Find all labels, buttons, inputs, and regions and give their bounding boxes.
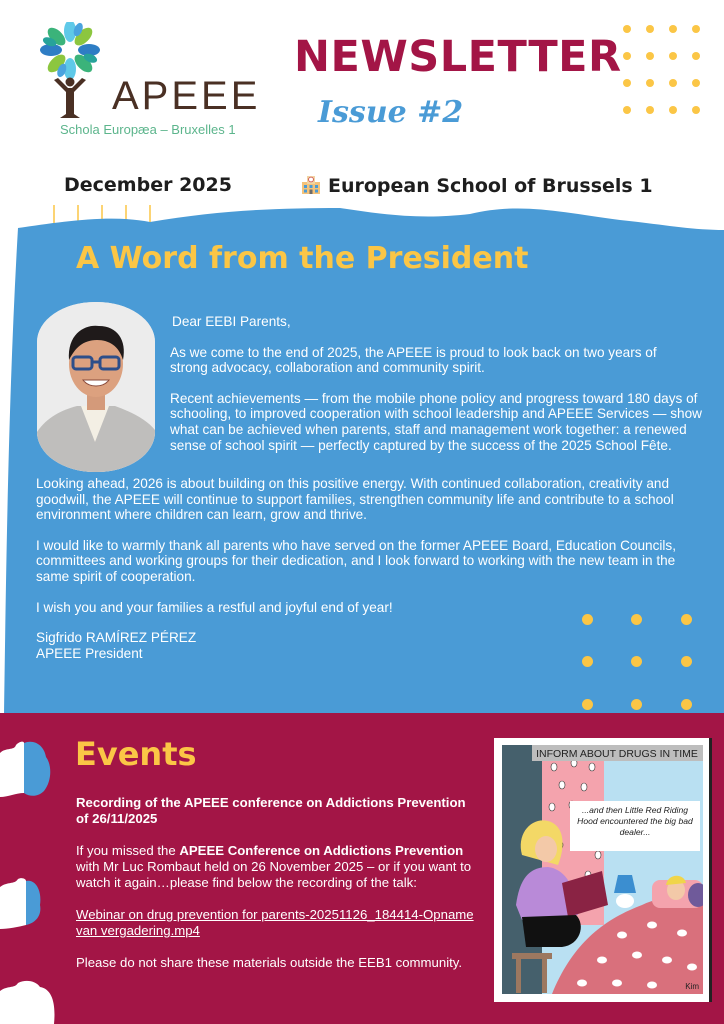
president-section-heading: A Word from the President (76, 241, 529, 276)
event-description-prefix: If you missed the (76, 843, 180, 858)
issue-date: December 2025 (64, 174, 232, 196)
event-item (76, 795, 476, 971)
event-description (76, 843, 476, 891)
events-section-heading: Events (75, 735, 197, 773)
letter-greeting: Dear EEBI Parents, (172, 314, 291, 329)
letter-paragraph: Recent achievements — from the mobile phone policy and progress toward 180 days of schooling, to improved cooperation with school leadership and APEEE Services — show what can be achieved when parents, staff and management work together: a renewed sense of school spirit — perfectly captured by the success of the 2025 School Fête. (170, 390, 702, 453)
event-description-bold: APEEE Conference on Addictions Prevention (179, 843, 464, 858)
comic-artist-signature: Kim (685, 982, 699, 991)
event-description-suffix: with Mr Luc Rombaut held on 26 November 2025 – or if you want to watch it again…please find below the recording of the talk: (76, 859, 472, 890)
signature-role: APEEE President (36, 645, 143, 661)
president-letter-top (170, 314, 706, 453)
logo-subtitle: Schola Europæa – Bruxelles 1 (60, 122, 236, 137)
signature-name: Sigfrido RAMÍREZ PÉREZ (36, 630, 197, 646)
apeee-logo (30, 22, 260, 140)
letter-paragraph: I would like to warmly thank all parents who have served on the former APEEE Board, Education Councils, committees and working groups for their dedication, and I look forward to working with the new team in the same spirit of cooperation. (36, 537, 676, 584)
president-letter-bottom (36, 476, 676, 661)
decorative-clouds (0, 735, 60, 1024)
comic-speech-bubble: ...and then Little Red Riding Hood encountered the big bad dealer... (577, 805, 693, 837)
president-portrait (37, 302, 155, 472)
letter-paragraph: Looking ahead, 2026 is about building on this positive energy. With continued collaboration, creativity and goodwill, the APEEE will continue to support families, strengthen community life and contribute to a school environment where children can learn, grow and thrive. (36, 476, 674, 523)
comic-caption: INFORM ABOUT DRUGS IN TIME (536, 748, 698, 760)
school-name: European School of Brussels 1 (328, 175, 653, 197)
comic-illustration (494, 738, 712, 1002)
school-name-line (300, 173, 653, 197)
issue-number: Issue #2 (318, 95, 464, 130)
tree-people-logo-icon (30, 22, 120, 122)
logo-wordmark: APEEE (112, 74, 261, 118)
recording-link[interactable]: Webinar on drug prevention for parents-20251126_184414-Opname van vergadering.mp4 (76, 907, 474, 938)
comic-drawing (502, 745, 703, 994)
sharing-notice: Please do not share these materials outside the EEB1 community. (76, 955, 463, 970)
letter-paragraph: As we come to the end of 2025, the APEEE is proud to look back on two years of strong advocacy, collaboration and community spirit. (170, 344, 657, 376)
president-photo (37, 302, 155, 472)
letter-paragraph: I wish you and your families a restful and joyful end of year! (36, 599, 393, 615)
school-building-icon (300, 173, 322, 195)
event-title: Recording of the APEEE conference on Addictions Prevention of 26/11/2025 (76, 795, 466, 826)
newsletter-title: NEWSLETTER (294, 32, 622, 82)
